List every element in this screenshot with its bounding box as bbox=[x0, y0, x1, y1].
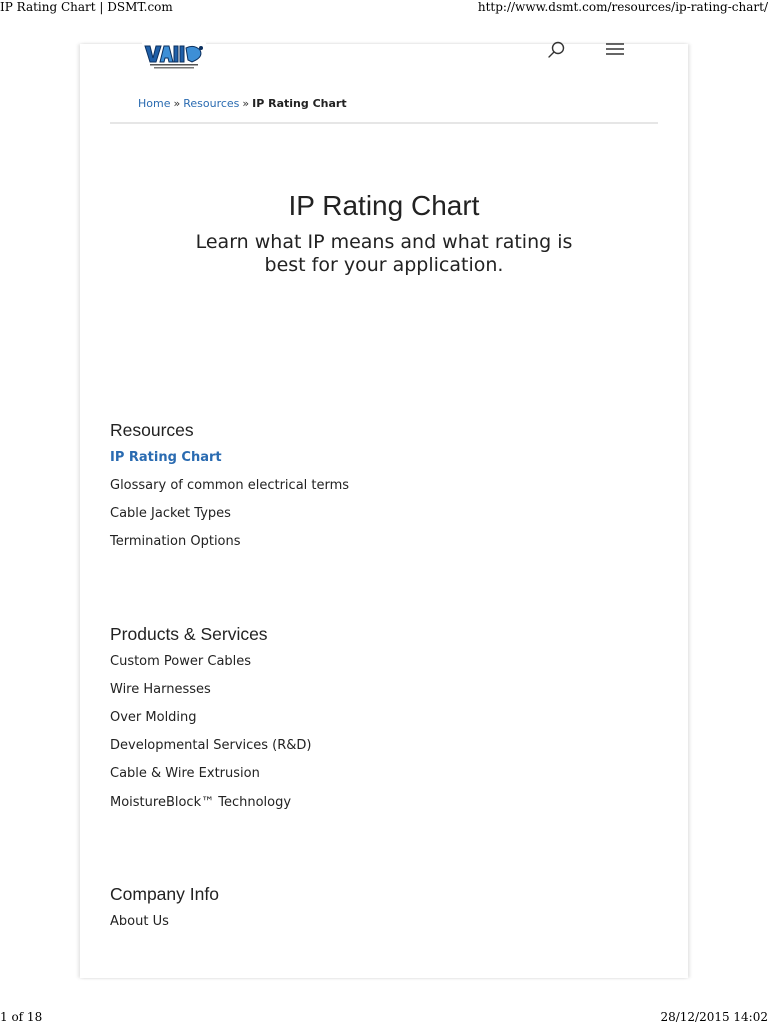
products-link-custom-power-cables[interactable]: Custom Power Cables bbox=[110, 654, 252, 669]
breadcrumb-resources-link[interactable]: Resources bbox=[183, 97, 240, 110]
hamburger-menu-icon[interactable] bbox=[604, 40, 626, 58]
breadcrumb-home-link[interactable]: Home bbox=[138, 97, 171, 110]
print-page-count: 1 of 18 bbox=[0, 1010, 43, 1024]
products-link-moistureblock[interactable]: MoistureBlock™ Technology bbox=[110, 795, 292, 810]
products-link-cable-wire-extrusion[interactable]: Cable & Wire Extrusion bbox=[110, 766, 260, 781]
header-divider bbox=[110, 122, 658, 124]
products-link-over-molding[interactable]: Over Molding bbox=[110, 710, 197, 725]
page-subtitle: Learn what IP means and what rating is best for your application. bbox=[195, 231, 573, 276]
company-heading: Company Info bbox=[110, 884, 219, 904]
print-page-url: http://www.dsmt.com/resources/ip-rating-chart/ bbox=[477, 0, 768, 14]
breadcrumb-separator: » bbox=[173, 97, 181, 110]
breadcrumb bbox=[138, 97, 347, 110]
dsmt-logo[interactable] bbox=[142, 42, 206, 70]
products-link-wire-harnesses[interactable]: Wire Harnesses bbox=[110, 682, 211, 697]
print-header bbox=[0, 0, 768, 14]
resources-link-termination-options[interactable]: Termination Options bbox=[110, 534, 241, 549]
page-title: IP Rating Chart bbox=[288, 190, 480, 221]
breadcrumb-current: IP Rating Chart bbox=[252, 97, 347, 110]
print-page-title: IP Rating Chart | DSMT.com bbox=[0, 0, 173, 14]
search-icon[interactable] bbox=[545, 39, 567, 61]
resources-heading: Resources bbox=[110, 420, 194, 440]
resources-link-glossary[interactable]: Glossary of common electrical terms bbox=[110, 478, 350, 493]
print-datetime: 28/12/2015 14:02 bbox=[660, 1010, 768, 1024]
resources-link-cable-jacket-types[interactable]: Cable Jacket Types bbox=[110, 506, 231, 521]
breadcrumb-separator: » bbox=[242, 97, 250, 110]
resources-link-ip-rating-chart[interactable]: IP Rating Chart bbox=[110, 450, 222, 465]
print-footer bbox=[0, 1010, 768, 1024]
company-link-about-us[interactable]: About Us bbox=[110, 914, 169, 929]
products-heading: Products & Services bbox=[110, 624, 268, 644]
products-link-developmental-services[interactable]: Developmental Services (R&D) bbox=[110, 738, 312, 753]
